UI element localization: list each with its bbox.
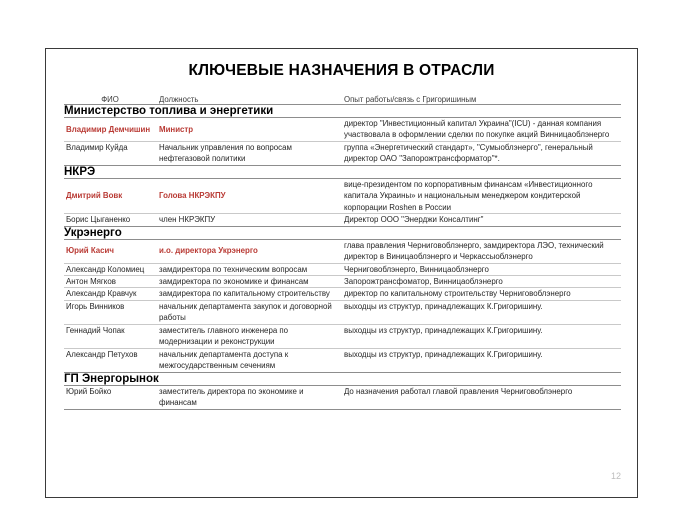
cell-fio: Антон Мягков <box>64 275 156 287</box>
cell-fio: Юрий Бойко <box>64 385 156 409</box>
cell-fio: Геннадий Чопак <box>64 324 156 348</box>
cell-experience: выходцы из структур, принадлежащих К.Григоришину. <box>341 300 621 324</box>
cell-experience: глава правления Черниговоблэнерго, замдиректора ЛЭО, технический директор в Виницаоблэнерго и Черкассыоблэнерго <box>341 239 621 263</box>
cell-position: начальник департамента закупок и договорной работы <box>156 300 341 324</box>
table-row <box>64 288 621 300</box>
column-header-fio: ФИО <box>64 95 156 105</box>
cell-fio: Александр Коломиец <box>64 263 156 275</box>
table-header-row <box>64 95 621 105</box>
cell-position: начальник департамента доступа к межгосударственным сечениям <box>156 348 341 372</box>
table-row <box>64 141 621 165</box>
cell-experience: Черниговоблэнерго, Винницаоблэнерго <box>341 263 621 275</box>
table-row <box>64 178 621 213</box>
table-row <box>64 239 621 263</box>
cell-fio: Владимир Куйда <box>64 141 156 165</box>
cell-position: замдиректора по техническим вопросам <box>156 263 341 275</box>
cell-fio: Александр Кравчук <box>64 288 156 300</box>
cell-position: член НКРЭКПУ <box>156 214 341 226</box>
cell-position: и.о. директора Укрэнерго <box>156 239 341 263</box>
cell-fio: Юрий Касич <box>64 239 156 263</box>
table-row <box>64 118 621 142</box>
cell-experience: выходцы из структур, принадлежащих К.Григоришину. <box>341 348 621 372</box>
section-heading: Министерство топлива и энергетики <box>64 105 621 118</box>
table-row <box>64 275 621 287</box>
table-row <box>64 263 621 275</box>
cell-experience: группа «Энергетический стандарт», "Сумыоблэнерго", генеральный директор ОАО "Запорожтрансформатор"*. <box>341 141 621 165</box>
cell-fio: Александр Петухов <box>64 348 156 372</box>
cell-experience: директор по капитальному строительству Черниговоблэнерго <box>341 288 621 300</box>
cell-position: Министр <box>156 118 341 142</box>
cell-experience: Запорожтрансфоматор, Винницаоблэнерго <box>341 275 621 287</box>
cell-fio: Борис Цыганенко <box>64 214 156 226</box>
cell-position: замдиректора по экономике и финансам <box>156 275 341 287</box>
table-row <box>64 214 621 226</box>
section-header-row <box>64 105 621 118</box>
section-heading: Укрэнерго <box>64 226 621 239</box>
table-row <box>64 300 621 324</box>
cell-position: замдиректора по капитальному строительству <box>156 288 341 300</box>
cell-position: Голова НКРЭКПУ <box>156 178 341 213</box>
cell-experience: До назначения работал главой правления Черниговоблэнерго <box>341 385 621 409</box>
section-header-row <box>64 372 621 385</box>
cell-fio: Владимир Демчишин <box>64 118 156 142</box>
cell-fio: Игорь Винников <box>64 300 156 324</box>
cell-position: Начальник управления по вопросам нефтегазовой политики <box>156 141 341 165</box>
cell-position: заместитель главного инженера по модернизации и реконструкции <box>156 324 341 348</box>
cell-experience: директор "Инвестиционный капитал Украина"(ICU) - данная компания участвовала в оформлении сделки по покупке акций Винницаоблэнерго <box>341 118 621 142</box>
appointments-table <box>64 95 621 410</box>
section-heading: НКРЭ <box>64 165 621 178</box>
page-title: КЛЮЧЕВЫЕ НАЗНАЧЕНИЯ В ОТРАСЛИ <box>188 62 495 79</box>
section-header-row <box>64 165 621 178</box>
page-number: 12 <box>610 471 621 481</box>
cell-experience: выходцы из структур, принадлежащих К.Григоришину. <box>341 324 621 348</box>
table-row <box>64 348 621 372</box>
section-header-row <box>64 226 621 239</box>
section-heading: ГП Энергорынок <box>64 372 621 385</box>
column-header-position: Должность <box>156 95 341 105</box>
slide-frame <box>45 48 638 498</box>
cell-experience: Директор ООО "Энерджи Консалтинг" <box>341 214 621 226</box>
table-row <box>64 385 621 409</box>
cell-position: заместитель директора по экономике и финансам <box>156 385 341 409</box>
column-header-experience: Опыт работы/связь с Григоришиным <box>341 95 621 105</box>
table-row <box>64 324 621 348</box>
cell-experience: вице-президентом по корпоративным финансам «Инвестиционного капитала Украины» и национальным менеджером кондитерской корпорации Roshen в России <box>341 178 621 213</box>
cell-fio: Дмитрий Вовк <box>64 178 156 213</box>
